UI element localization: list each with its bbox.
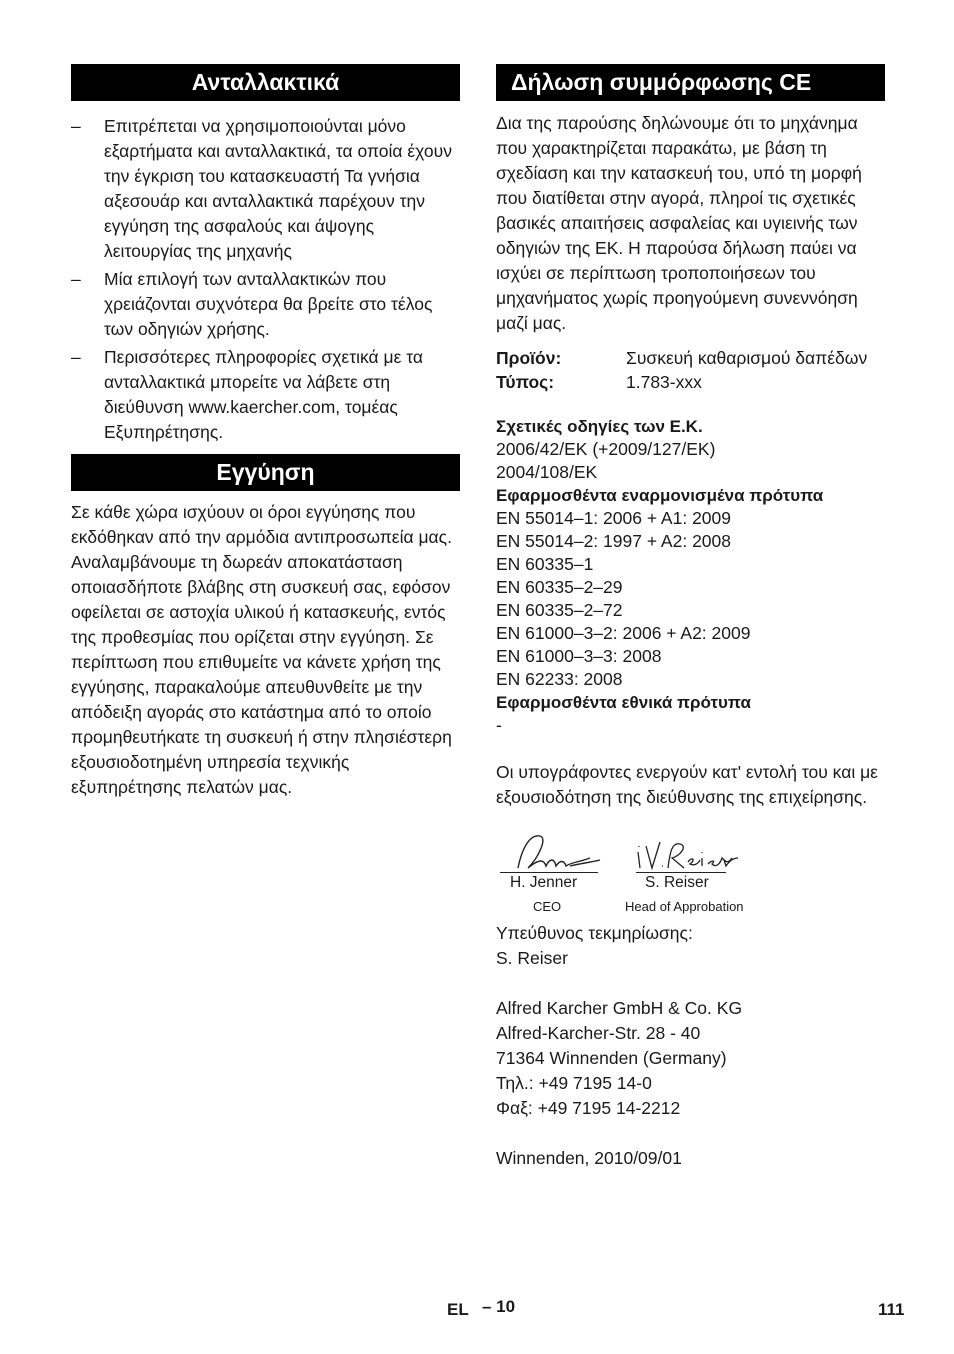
company-line: 71364 Winnenden (Germany) xyxy=(496,1048,727,1068)
dash-marker: – xyxy=(71,116,81,136)
list-item xyxy=(71,267,460,342)
directive-line: 2004/108/EK xyxy=(496,462,598,482)
documentation-label: Υπεύθυνος τεκμηρίωσης: xyxy=(496,923,693,943)
national-standards-label: Εφαρμοσθέντα εθνικά πρότυπα xyxy=(496,693,751,712)
signature-line xyxy=(636,872,726,873)
company-line: Φαξ: +49 7195 14-2212 xyxy=(496,1098,681,1118)
signer-role: Head of Approbation xyxy=(625,899,744,914)
ce-declaration-heading: Δήλωση συμμόρφωσης CE xyxy=(496,64,885,101)
signature-line xyxy=(500,872,598,873)
dash-marker: – xyxy=(71,347,81,367)
signer-name: S. Reiser xyxy=(645,874,709,891)
company-line: Alfred Karcher GmbH & Co. KG xyxy=(496,998,743,1018)
product-row xyxy=(496,346,885,370)
left-column xyxy=(71,64,460,800)
place-date: Winnenden, 2010/09/01 xyxy=(496,1148,682,1168)
standard-line: EN 55014–2: 1997 + A2: 2008 xyxy=(496,531,731,551)
spare-parts-heading: Ανταλλακτικά xyxy=(71,64,460,101)
ce-intro-text: Δια της παρούσης δηλώνουμε ότι το μηχάνημα που χαρακτηρίζεται παρακάτω, με βάση τη σχεδίαση και την κατασκευή του, υπό τη μορφή που διατίθεται στην αγορά, πληροί τις σχετικές βασικές απαιτήσεις ασφαλείας και υγιεινής των οδηγιών της ΕΚ. Η παρούσα δήλωση παύει να ισχύει σε περίπτωση τροποποιήσεων του μηχανήματος χωρίς προηγούμενη συνεννόηση μαζί μας. xyxy=(496,113,862,333)
directives-label: Σχετικές οδηγίες των Ε.Κ. xyxy=(496,417,703,436)
company-address xyxy=(496,996,885,1121)
standard-line: EN 60335–1 xyxy=(496,554,594,574)
standard-line: EN 61000–3–3: 2008 xyxy=(496,646,662,666)
company-line: Τηλ.: +49 7195 14-0 xyxy=(496,1073,652,1093)
warranty-heading: Εγγύηση xyxy=(71,454,460,491)
standard-line: EN 61000–3–2: 2006 + A2: 2009 xyxy=(496,623,751,643)
standard-line: EN 62233: 2008 xyxy=(496,669,623,689)
national-standards-value: - xyxy=(496,715,502,735)
dash-marker: – xyxy=(71,269,81,289)
product-label: Προϊόν: xyxy=(496,348,562,368)
harmonized-standards-label: Εφαρμοσθέντα εναρμονισμένα πρότυπα xyxy=(496,486,824,505)
footer-language: EL xyxy=(447,1300,469,1319)
list-item xyxy=(71,345,460,445)
signatories-text: Οι υπογράφοντες ενεργούν κατ' εντολή του και με εξουσιοδότηση της διεύθυνσης της επιχείρησης. xyxy=(496,762,878,807)
spare-parts-list xyxy=(71,114,460,445)
footer-page-marker: – 10 xyxy=(482,1297,516,1316)
product-value: Συσκευή καθαρισμού δαπέδων xyxy=(626,348,868,368)
right-column xyxy=(496,64,885,1171)
documentation-person: S. Reiser xyxy=(496,948,568,968)
list-item-text: Μία επιλογή των ανταλλακτικών που χρειάζονται συχνότερα θα βρείτε στο τέλος των οδηγιών χρήσης. xyxy=(104,269,433,339)
standard-line: EN 60335–2–29 xyxy=(496,577,623,597)
list-item xyxy=(71,114,460,264)
signature-block xyxy=(496,828,885,916)
company-line: Alfred-Karcher-Str. 28 - 40 xyxy=(496,1023,701,1043)
footer-page-number: 111 xyxy=(878,1300,905,1319)
warranty-text: Σε κάθε χώρα ισχύουν οι όροι εγγύησης που εκδόθηκαν από την αρμόδια αντιπροσωπεία μας. Αναλαμβάνουμε τη δωρεάν αποκατάσταση οποιασδήποτε βλάβης στη συσκευή σας, εφόσον οφείλεται σε αστοχία υλικού ή κατασκευής, εντός της προθεσμίας που ορίζεται στην εγγύηση. Σε περίπτωση που επιθυμείτε να κάνετε χρήση της εγγύησης, παρακαλούμε απευθυνθείτε με την απόδειξη αγοράς στο κατάστημα από το οποίο προμηθευτήκατε τη συσκευή ή στην πλησιέστερη εξουσιοδοτημένη υπηρεσία τεχνικής εξυπηρέτησης πελατών μας. xyxy=(71,502,452,797)
standard-line: EN 60335–2–72 xyxy=(496,600,623,620)
directive-line: 2006/42/EK (+2009/127/EK) xyxy=(496,439,716,459)
list-item-text: Επιτρέπεται να χρησιμοποιούνται μόνο εξαρτήματα και ανταλλακτικά, τα οποία έχουν την έγκριση του κατασκευαστή Τα γνήσια αξεσουάρ και ανταλλακτικά παρέχουν την εγγύηση της ασφαλούς και άψογης λειτουργίας της μηχανής xyxy=(104,116,452,261)
type-label: Τύπος: xyxy=(496,372,555,392)
type-row xyxy=(496,370,885,394)
list-item-text: Περισσότερες πληροφορίες σχετικά με τα ανταλλακτικά μπορείτε να λάβετε στη διεύθυνση www.kaercher.com, τομέας Εξυπηρέτησης. xyxy=(104,347,424,442)
signer-role: CEO xyxy=(533,899,562,914)
type-value: 1.783-xxx xyxy=(626,372,702,392)
signer-name: H. Jenner xyxy=(510,874,578,891)
standard-line: EN 55014–1: 2006 + A1: 2009 xyxy=(496,508,731,528)
